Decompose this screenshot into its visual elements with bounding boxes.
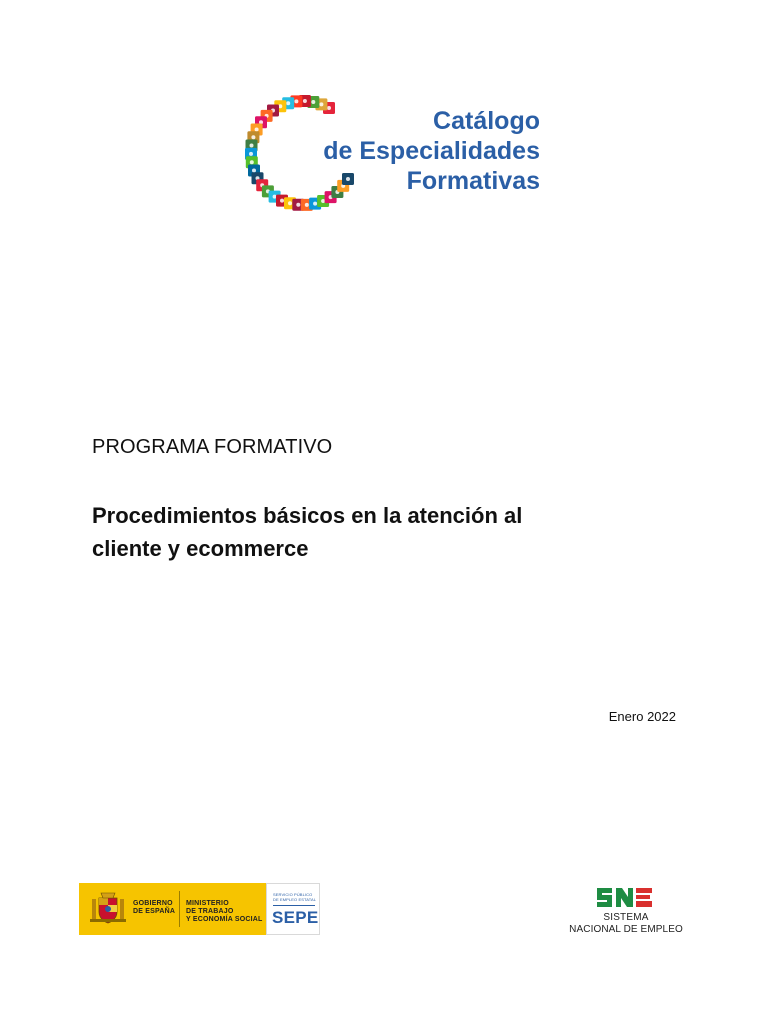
course-title-line-1: Procedimientos básicos en la atención al — [92, 503, 523, 528]
ring-tile-glyph — [303, 99, 307, 103]
ring-tile-glyph — [251, 135, 255, 139]
sne-text-line-1: SISTEMA — [603, 912, 649, 923]
catalog-title-line-1: Catálogo — [433, 107, 540, 135]
ring-tile-glyph — [288, 201, 292, 205]
ring-tile-glyph — [249, 152, 253, 156]
gobierno-text — [133, 900, 175, 916]
sne-logo-icon — [596, 882, 654, 912]
sepe-subtitle-line-2: DE EMPLEO ESTATAL — [273, 897, 317, 902]
catalog-logo — [238, 88, 538, 218]
ring-tile-glyph — [321, 199, 325, 203]
ring-tile-glyph — [255, 128, 259, 132]
sne-text-line-2: NACIONAL DE EMPLEO — [569, 924, 683, 935]
ring-tile-glyph — [305, 203, 309, 207]
ministerio-line-3: Y ECONOMÍA SOCIAL — [186, 916, 263, 923]
ring-tile-glyph — [313, 202, 317, 206]
course-title — [92, 499, 652, 565]
government-logo-block — [79, 883, 320, 935]
catalog-title — [300, 106, 540, 196]
government-yellow-band — [79, 883, 266, 935]
catalog-title-line-3: Formativas — [406, 167, 540, 195]
sepe-rule — [273, 905, 315, 906]
ring-tile-glyph — [294, 99, 298, 103]
gobierno-line-1: GOBIERNO — [133, 900, 173, 907]
ministerio-line-2: DE TRABAJO — [186, 908, 234, 915]
ring-tile-glyph — [280, 199, 284, 203]
sepe-subtitle-line-1: SERVICIO PÚBLICO — [273, 892, 313, 897]
sepe-subtitle — [273, 892, 316, 902]
ministerio-text — [186, 900, 263, 924]
ring-tile-glyph — [250, 160, 254, 164]
ring-tile-glyph — [311, 100, 315, 104]
sepe-logo — [266, 883, 320, 935]
ring-tile-glyph — [296, 203, 300, 207]
document-date: Enero 2022 — [608, 709, 676, 724]
ministerio-line-1: MINISTERIO — [186, 900, 229, 907]
ring-tile-glyph — [286, 101, 290, 105]
sepe-wordmark: SEPE — [272, 908, 319, 927]
gobierno-line-2: DE ESPAÑA — [133, 908, 176, 915]
ring-tile-glyph — [252, 169, 256, 173]
sne-logo-block — [568, 882, 684, 938]
spain-coat-of-arms-icon — [88, 889, 128, 929]
course-title-line-2: cliente y ecommerce — [92, 536, 309, 561]
ring-tile-glyph — [250, 144, 254, 148]
document-kicker: PROGRAMA FORMATIVO — [92, 436, 333, 458]
gov-divider — [179, 891, 180, 927]
catalog-title-line-2: de Especialidades — [323, 137, 540, 165]
